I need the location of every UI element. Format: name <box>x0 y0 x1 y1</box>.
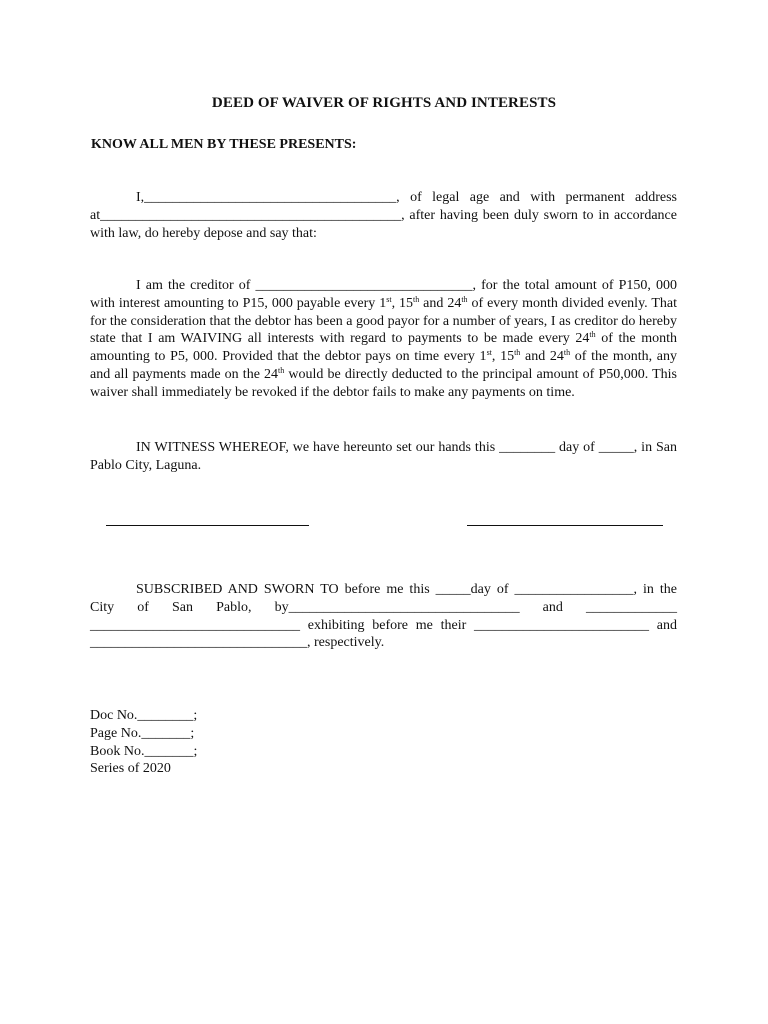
series: Series of 2020 <box>90 761 171 777</box>
witness-paragraph <box>90 439 677 475</box>
waiver-text-h: of the month, any and all payments made on the 24 <box>90 349 678 382</box>
ordinal-suffix: st <box>386 294 392 304</box>
signature-line-right <box>467 525 663 526</box>
ordinal-suffix: th <box>514 348 521 358</box>
notarial-register <box>90 707 197 778</box>
page-no: Page No._______; <box>90 725 195 741</box>
waiver-text-i: would be directly deducted to the principal amount of P50,000. This waiver shall immediately be revoked if the debtor fails to make any payments on time. <box>90 366 677 400</box>
jurat-paragraph <box>90 581 677 652</box>
ordinal-suffix: th <box>278 365 285 375</box>
salutation: KNOW ALL MEN BY THESE PRESENTS: <box>91 137 357 152</box>
signature-line-left <box>106 525 309 526</box>
doc-no: Doc No.________; <box>90 708 198 723</box>
ordinal-suffix: th <box>563 348 571 358</box>
book-no: Book No._______; <box>90 743 198 759</box>
waiver-text-b: , 15 <box>391 295 414 311</box>
waiver-text-d: of every month divided evenly. That for the consideration that the debtor has been a good payor for a number of years, I as creditor do hereby state that I am WAIVING all interests with regard to payments to be made every 24 <box>90 295 677 347</box>
waiver-paragraph <box>90 277 677 402</box>
ordinal-suffix: st <box>486 348 492 358</box>
document-title: DEED OF WAIVER OF RIGHTS AND INTERESTS <box>211 95 557 111</box>
waiver-text-a: I am the creditor of _______________________________, for the total amount of P150, 000 with interest amounting to P15, 000 payable every 1 <box>90 278 677 311</box>
affiant-paragraph <box>90 189 677 242</box>
waiver-text-f: , 15 <box>491 349 515 365</box>
affiant-text: I,____________________________________, of legal age and with permanent address at___________________________________________, after having been duly sworn to in accordance with law, do hereby depose and say that: <box>90 190 677 241</box>
waiver-text-e: of the month amounting to P5, 000. Provided that the debtor pays on time every 1 <box>90 331 678 365</box>
ordinal-suffix: th <box>461 294 468 304</box>
witness-text: IN WITNESS WHEREOF, we have hereunto set our hands this ________ day of _____, in San Pablo City, Laguna. <box>90 440 677 473</box>
waiver-text-g: and 24 <box>520 349 564 365</box>
ordinal-suffix: th <box>589 330 596 340</box>
jurat-text: SUBSCRIBED AND SWORN TO before me this _____day of _________________, in the City of San Pablo, by_________________________________ and _____________ ______________________________ exhibiting before me their _________________________ and _______________________________, respectively. <box>90 582 677 651</box>
ordinal-suffix: th <box>413 294 420 304</box>
waiver-text-c: and 24 <box>419 295 462 311</box>
